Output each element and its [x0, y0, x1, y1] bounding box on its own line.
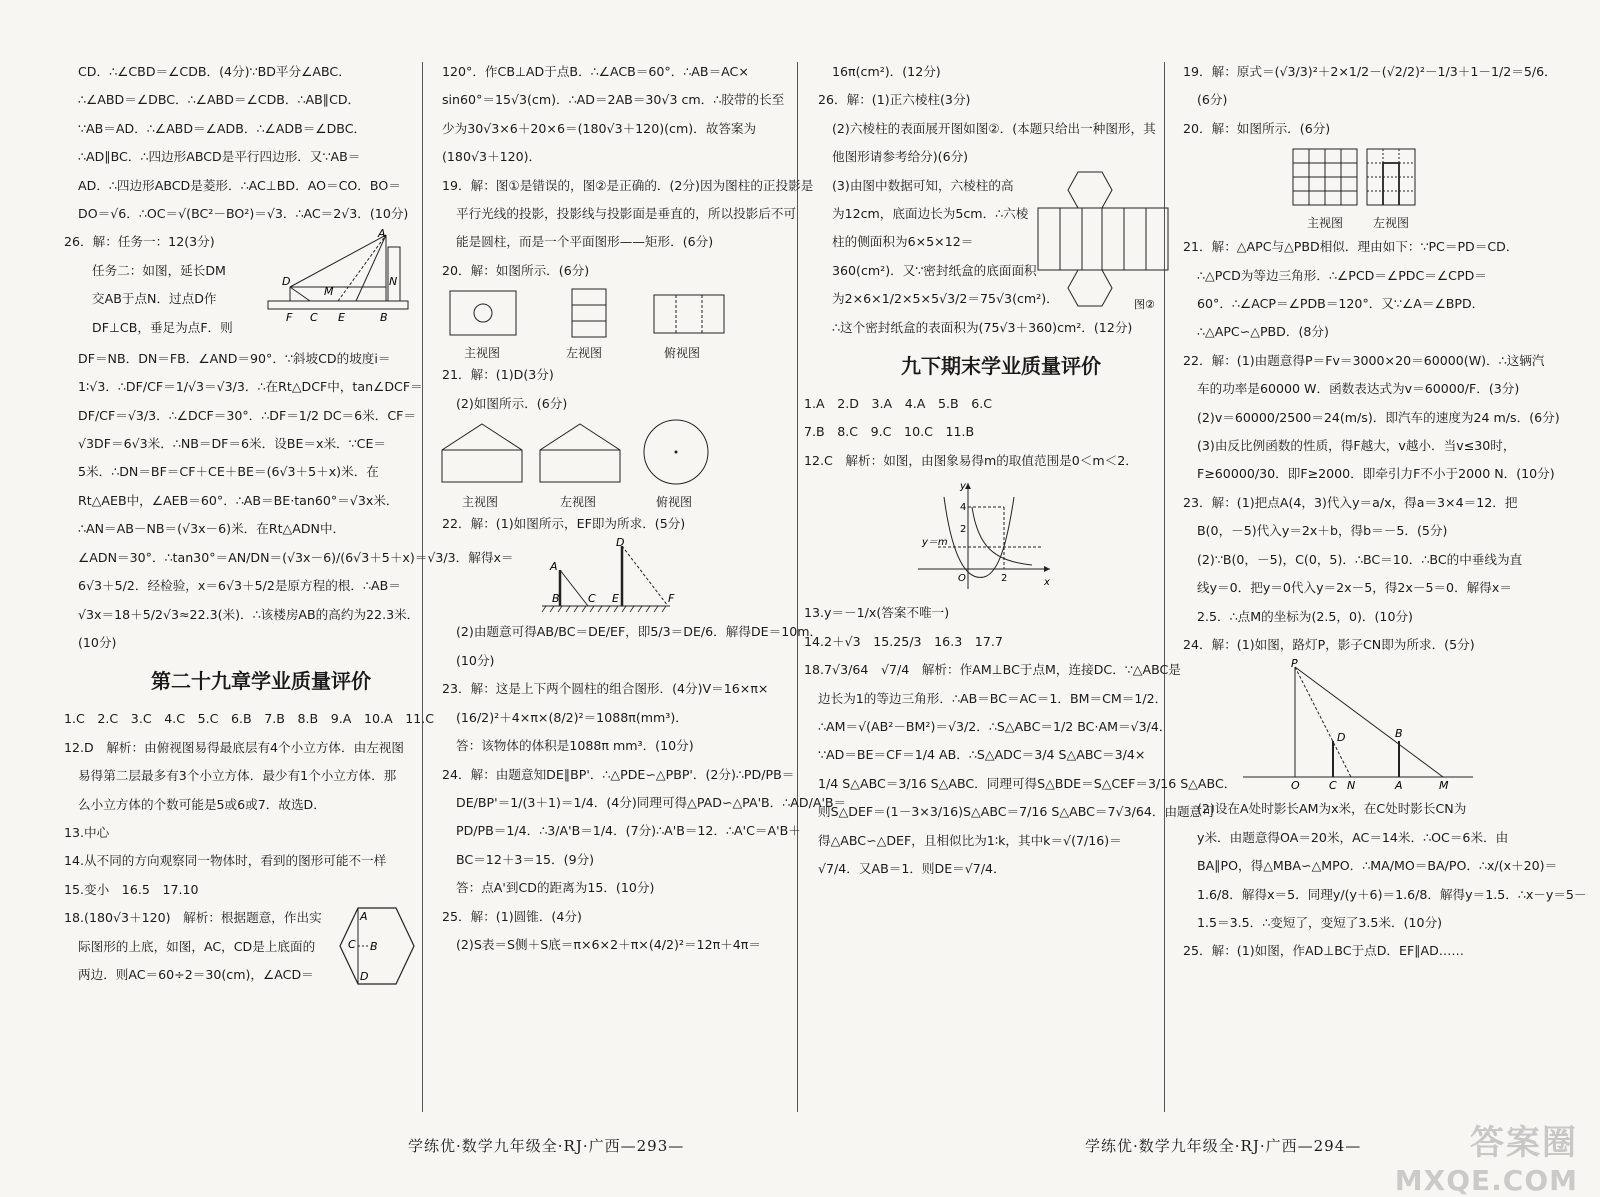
text-line: 5米．∴DN＝BF＝CF＋CE＋BE＝(6√3＋5＋x)米．在: [78, 464, 379, 480]
text-line: (6分): [1197, 92, 1228, 108]
text-line: ∴AD∥BC．∴四边形ABCD是平行四边形．又∵AB＝: [78, 149, 361, 165]
view-caption: 左视图: [1373, 216, 1410, 231]
text-line: 1.6/8．解得x＝5．同理y/(y＋6)＝1.6/8．解得y＝1.5．∴x－y＝5－: [1197, 886, 1587, 902]
text-line: AD．∴四边形ABCD是菱形．∴AC⊥BD．AO＝CO．BO＝: [78, 177, 401, 193]
view-caption: 主视图: [462, 495, 499, 510]
section-title: 第二十九章学业质量评价: [151, 669, 371, 694]
figure-label: 图②: [1134, 297, 1155, 311]
text-line: (2)S表＝S侧＋S底＝π×6×2＋π×(4/2)²＝12π＋4π＝: [456, 936, 761, 952]
q18-block: [64, 904, 444, 989]
view-caption: 主视图: [1307, 216, 1344, 231]
text-line: DF/CF＝√3/3．∴∠DCF＝30°．∴DF＝1/2 DC＝6米．CF＝: [78, 407, 416, 423]
text-line: BC＝12＋3＝15．(9分): [456, 851, 595, 867]
label-B: B: [1395, 727, 1403, 741]
tick-4: 4: [960, 502, 967, 514]
text-line: DF＝NB．DN＝FB．∠AND＝90°．∵斜坡CD的坡度i＝: [78, 350, 391, 366]
text-line: 1.C 2.C 3.C 4.C 5.C 6.B 7.B 8.B 9.A 10.A 11.C: [64, 711, 435, 727]
view-caption: 左视图: [560, 495, 597, 510]
prism-net-figure: [1034, 170, 1184, 320]
page-footer-left: 学练优·数学九年级全·RJ·广西—293—: [408, 1137, 685, 1155]
label-N: N: [1347, 779, 1356, 793]
line-label: y＝m: [922, 537, 948, 549]
text-line: 26．解：(1)正六棱柱(3分): [818, 92, 971, 108]
label-D: D: [282, 274, 291, 288]
text-line: 12.D 解析：由俯视图易得最底层有4个小立方体．由左视图: [64, 739, 404, 755]
text-line: 60°．∴∠ACP＝∠PDB＝120°．又∵∠A＝∠BPD．: [1197, 296, 1485, 312]
text-line: 易得第二层最多有3个小立方体．最少有1个小立方体．那: [78, 768, 397, 784]
text-line: 则S△DEF＝(1－3×3/16)S△ABC＝7/16 S△ABC＝7√3/64．由题意可: [818, 804, 1215, 820]
text-line: (2)v＝60000/2500＝24(m/s)．即汽车的速度为24 m/s．(6分): [1197, 409, 1560, 425]
text-line: 120°．作CB⊥AD于点B．∴∠ACB＝60°．∴AB＝AC×: [442, 64, 749, 79]
label-C: C: [588, 592, 596, 606]
text-line: ∠ADN＝30°．∴tan30°＝AN/DN＝(√3x－6)/(6√3＋5＋x)＝√3/3．解得x＝: [78, 549, 514, 565]
text-line: 车的功率是60000 W．函数表达式为v＝60000/F．(3分): [1197, 381, 1520, 397]
label-O: O: [1291, 779, 1300, 793]
label-M: M: [1439, 779, 1449, 793]
text-line: 答：点A'到CD的距离为15．(10分): [456, 880, 655, 896]
origin: O: [958, 573, 966, 585]
grid-views-figure: [1183, 145, 1555, 229]
text-line: 20．解：如图所示．(6分): [1183, 120, 1331, 136]
text-line: 为2×6×1/2×5×5√3/2＝75√3(cm²)．: [832, 291, 1059, 307]
text-line: 23．解：这是上下两个圆柱的组合图形．(4分)V＝16×π×: [442, 681, 769, 697]
text-line: ∴AN＝AB－NB＝(√3x－6)米．在Rt△ADN中．: [78, 521, 346, 537]
text-line: (2)设在A处时影长AM为x米，在C处时影长CN为: [1197, 801, 1467, 817]
text-line: DF⊥CB，垂足为点F．则: [92, 319, 233, 335]
text-line: 21．解：△APC与△PBD相似．理由如下：∵PC＝PD＝CD．: [1183, 239, 1519, 255]
text-line: 18.7√3/64 √7/4 解析：作AM⊥BC于点M，连接DC．∵△ABC是: [804, 662, 1181, 678]
text-line: (10分): [456, 652, 495, 668]
label-E: E: [612, 592, 619, 606]
text-line: 20．解：如图所示．(6分): [442, 262, 590, 278]
text-line: 得△ABC∽△DEF，且相似比为1∶k，其中k＝√(7/16)＝: [818, 832, 1122, 848]
text-line: F≥60000/30．即F≥2000．即牵引力F不小于2000 N．(10分): [1197, 466, 1555, 482]
axis-x: x: [1044, 577, 1050, 589]
text-line: 能是圆柱，而是一个平面图形——矩形．(6分): [456, 234, 714, 250]
shadow-figure: [442, 536, 808, 614]
text-line: 14.从不同的方向观察同一物体时，看到的图形可能不一样: [64, 853, 387, 869]
question-26-head: 26．解：任务一：12(3分): [64, 234, 215, 250]
column-2: [442, 58, 847, 1108]
text-line: 360(cm²)．又∵密封纸盒的底面面积: [832, 262, 1037, 278]
label-F: F: [668, 592, 675, 606]
text-line: 平行光线的投影，投影线与投影面是垂直的，所以投影后不可: [456, 206, 797, 222]
text-line: 1/4 S△ABC＝3/16 S△ABC．同理可得S△BDE＝S△CEF＝3/16 S△ABC．: [818, 775, 1237, 791]
label-A: A: [550, 560, 558, 574]
text-line: 线y＝0．把y＝0代入y＝2x－5，得2x－5＝0．解得x＝: [1197, 580, 1512, 596]
section-title: 九下期末学业质量评价: [901, 354, 1101, 379]
text-line: ∴△PCD为等边三角形．∴∠PCD＝∠PDC＝∠CPD＝: [1197, 267, 1487, 283]
text-line: 少为30√3×6＋20×6＝(180√3＋120)(cm)．故答案为: [442, 120, 757, 136]
label-N: N: [389, 274, 398, 288]
text-line: 23．解：(1)把点A(4，3)代入y＝a/x，得a＝3×4＝12．把: [1183, 494, 1518, 510]
text-line: 19．解：原式＝(√3/3)²＋2×1/2－(√2/2)²－1/3＋1－1/2＝5/6．: [1183, 64, 1557, 79]
label-C: C: [348, 938, 356, 952]
text-line: (2)由题意可得AB/BC＝DE/EF，即5/3＝DE/6．解得DE＝10m．: [456, 624, 823, 640]
text-line: 12.C 解析：如图，由图象易得m的取值范围是0＜m＜2．: [804, 452, 1138, 468]
text-line: ∵AB＝AD．∴∠ABD＝∠ADB．∴∠ADB＝∠DBC．: [78, 120, 367, 136]
label-M: M: [324, 284, 334, 298]
text-line: 7.B 8.C 9.C 10.C 11.B: [804, 424, 975, 440]
label-A: A: [378, 226, 386, 240]
text-line: 25．解：(1)如图，作AD⊥BC于点D．EF∥AD……: [1183, 943, 1464, 959]
text-line: √3DF＝6√3米．∴NB＝DF＝6米．设BE＝x米．∵CE＝: [78, 436, 386, 452]
text-line: 15.变小 16.5 17.10: [64, 881, 199, 897]
text-line: BA∥PO，得△MBA∽△MPO．∴MA/MO＝BA/PO．∴x/(x＋20)＝: [1197, 858, 1558, 874]
text-line: Rt△AEB中，∠AEB＝60°．∴AB＝BE·tan60°＝√3x米．: [78, 492, 399, 508]
text-line: 1.A 2.D 3.A 4.A 5.B 6.C: [804, 396, 993, 412]
text-line: ∴AM＝√(AB²－BM²)＝√3/2．∴S△ABC＝1/2 BC·AM＝√3/4．: [818, 718, 1172, 734]
text-line: (16/2)²＋4×π×(8/2)²＝1088π(mm³)．: [456, 709, 688, 725]
text-line: ∴这个密封纸盒的表面积为(75√3＋360)cm²．(12分): [832, 319, 1133, 335]
view-caption: 左视图: [566, 346, 603, 361]
axis-y: y: [960, 481, 966, 493]
label-C: C: [310, 310, 318, 324]
slope-building-figure: [258, 226, 418, 325]
text-line: 两边．则AC＝60÷2＝30(cm)，∠ACD＝: [78, 966, 314, 982]
text-line: B(0，－5)代入y＝2x＋b，得b＝－5．(5分): [1197, 523, 1448, 539]
label-A: A: [1395, 779, 1403, 793]
text-line: (3)由反比例函数的性质，得F越大，v越小．当v≤30时，: [1197, 438, 1516, 454]
text-line: 他图形请参考给分)(6分): [832, 149, 969, 165]
text-line: 6√3＋5/2．经检验，x＝6√3＋5/2是原方程的根．∴AB＝: [78, 578, 401, 594]
column-4: [1183, 58, 1587, 1108]
function-graph-figure: [818, 477, 1184, 595]
text-line: 13.y＝－1/x(答案不唯一): [804, 605, 950, 621]
text-line: DE/BP'＝1/(3＋1)＝1/4．(4分)同理可得△PAD∽△PA'B．∴AD/A'B＝: [456, 794, 847, 810]
three-views-figure-1: [442, 287, 808, 361]
view-caption: 主视图: [464, 346, 501, 361]
page-footer-right: 学练优·数学九年级全·RJ·广西—294—: [1085, 1137, 1362, 1155]
lamp-shadow-figure: [1183, 657, 1555, 793]
view-caption: 俯视图: [664, 346, 701, 361]
text-line: 任务二：如图，延长DM: [92, 262, 226, 278]
text-line: (180√3＋120)．: [442, 149, 542, 165]
text-line: 答：该物体的体积是1088π mm³．(10分): [456, 738, 694, 754]
label-B: B: [552, 592, 560, 606]
text-line: y米．由题意得OA＝20米，AC＝14米．∴OC＝6米．由: [1197, 829, 1509, 845]
label-B: B: [370, 940, 378, 954]
text-line: 边长为1的等边三角形．∴AB＝BC＝AC＝1．BM＝CM＝1/2．: [818, 690, 1168, 706]
label-P: P: [1291, 657, 1298, 671]
text-line: 柱的侧面积为6×5×12＝: [832, 234, 974, 250]
text-line: ∵AD＝BE＝CF＝1/4 AB．∴S△ADC＝3/4 S△ABC＝3/4×: [818, 747, 1146, 763]
text-line: 1.5＝3.5．∴变短了，变短了3.5米．(10分): [1197, 914, 1443, 930]
text-line: 25．解：(1)圆锥．(4分): [442, 908, 582, 924]
label-C: C: [1329, 779, 1337, 793]
text-line: 么小立方体的个数可能是5或6或7．故选D．: [78, 796, 326, 812]
text-line: 为12cm，底面边长为5cm．∴六棱: [832, 206, 1029, 222]
label-D: D: [360, 970, 369, 984]
text-line: 24．解：由题意知DE∥BP'．∴△PDE∽△PBP'．(2分)∴PD/PB＝: [442, 766, 795, 782]
column-3: [804, 58, 1237, 1108]
text-line: sin60°＝15√3(cm)．∴AD＝2AB＝30√3 cm．∴胶带的长至: [442, 92, 785, 108]
text-line: √3x＝18＋5/2√3≈22.3(米)．∴该楼房AB的高约为22.3米．: [78, 606, 420, 622]
text-line: 19．解：图①是错误的，图②是正确的．(2分)因为图柱的正投影是: [442, 177, 814, 193]
text-line: (10分): [78, 634, 117, 650]
text-line: CD．∴∠CBD＝∠CDB．(4分)∵BD平分∠ABC．: [78, 64, 351, 79]
watermark-text: 答案圈: [1470, 1123, 1578, 1163]
text-line: 22．解：(1)如图所示，EF即为所求．(5分): [442, 516, 686, 532]
view-caption: 俯视图: [656, 495, 693, 510]
text-line: 13.中心: [64, 824, 110, 840]
text-line: (3)由图中数据可知，六棱柱的高: [832, 177, 1014, 193]
text-line: 16π(cm²)．(12分): [832, 64, 941, 79]
text-line: 14.2＋√3 15.25/3 16.3 17.7: [804, 633, 1003, 649]
label-B: B: [380, 310, 388, 324]
label-D: D: [616, 536, 625, 550]
text-line: 1∶√3．∴DF/CF＝1/√3＝√3/3．∴在Rt△DCF中，tan∠DCF＝: [78, 379, 423, 395]
text-line: PD/PB＝1/4．∴3/A'B＝1/4．(7分)∴A'B＝12．∴A'C＝A'B＋: [456, 823, 801, 839]
label-E: E: [338, 310, 345, 324]
text-line: 24．解：(1)如图，路灯P，影子CN即为所求．(5分): [1183, 636, 1475, 652]
hexagon-figure: [338, 904, 418, 988]
text-line: (2)六棱柱的表面展开图如图②．(本题只给出一种图形，其: [832, 120, 1156, 136]
text-line: (2)∵B(0，－5)，C(0，5)．∴BC＝10．∴BC的中垂线为直: [1197, 551, 1523, 567]
label-D: D: [1337, 731, 1346, 745]
tick-2: 2: [960, 524, 967, 536]
tick-x2: 2: [1001, 573, 1008, 585]
text-line: ∴△APC∽△PBD．(8分): [1197, 324, 1329, 340]
text-line: 际图形的上底，如图，AC，CD是上底面的: [78, 938, 316, 954]
text-line: 21．解：(1)D(3分): [442, 367, 554, 383]
text-line: (2)如图所示．(6分): [456, 395, 568, 411]
three-views-figure-2: [442, 420, 808, 510]
watermark-url: MXQE.COM: [1394, 1164, 1578, 1197]
text-line: 18.(180√3＋120) 解析：根据题意，作出实: [64, 910, 322, 926]
label-A: A: [360, 910, 368, 924]
text-line: DO＝√6．∴OC＝√(BC²－BO²)＝√3．∴AC＝2√3．(10分): [78, 206, 409, 222]
label-F: F: [286, 310, 293, 324]
text-line: 交AB于点N．过点D作: [92, 291, 217, 307]
text-line: ∴∠ABD＝∠DBC．∴∠ABD＝∠CDB．∴AB∥CD．: [78, 92, 361, 108]
q26-net-block: [818, 172, 1184, 314]
watermark: [1395, 1115, 1578, 1197]
text-line: 22．解：(1)由题意得P＝Fv＝3000×20＝60000(W)．∴这辆汽: [1183, 352, 1545, 368]
text-line: √7/4．又AB＝1．则DE＝√7/4．: [818, 860, 1006, 876]
text-line: 2.5．∴点M的坐标为(2.5，0)．(10分): [1197, 608, 1413, 624]
